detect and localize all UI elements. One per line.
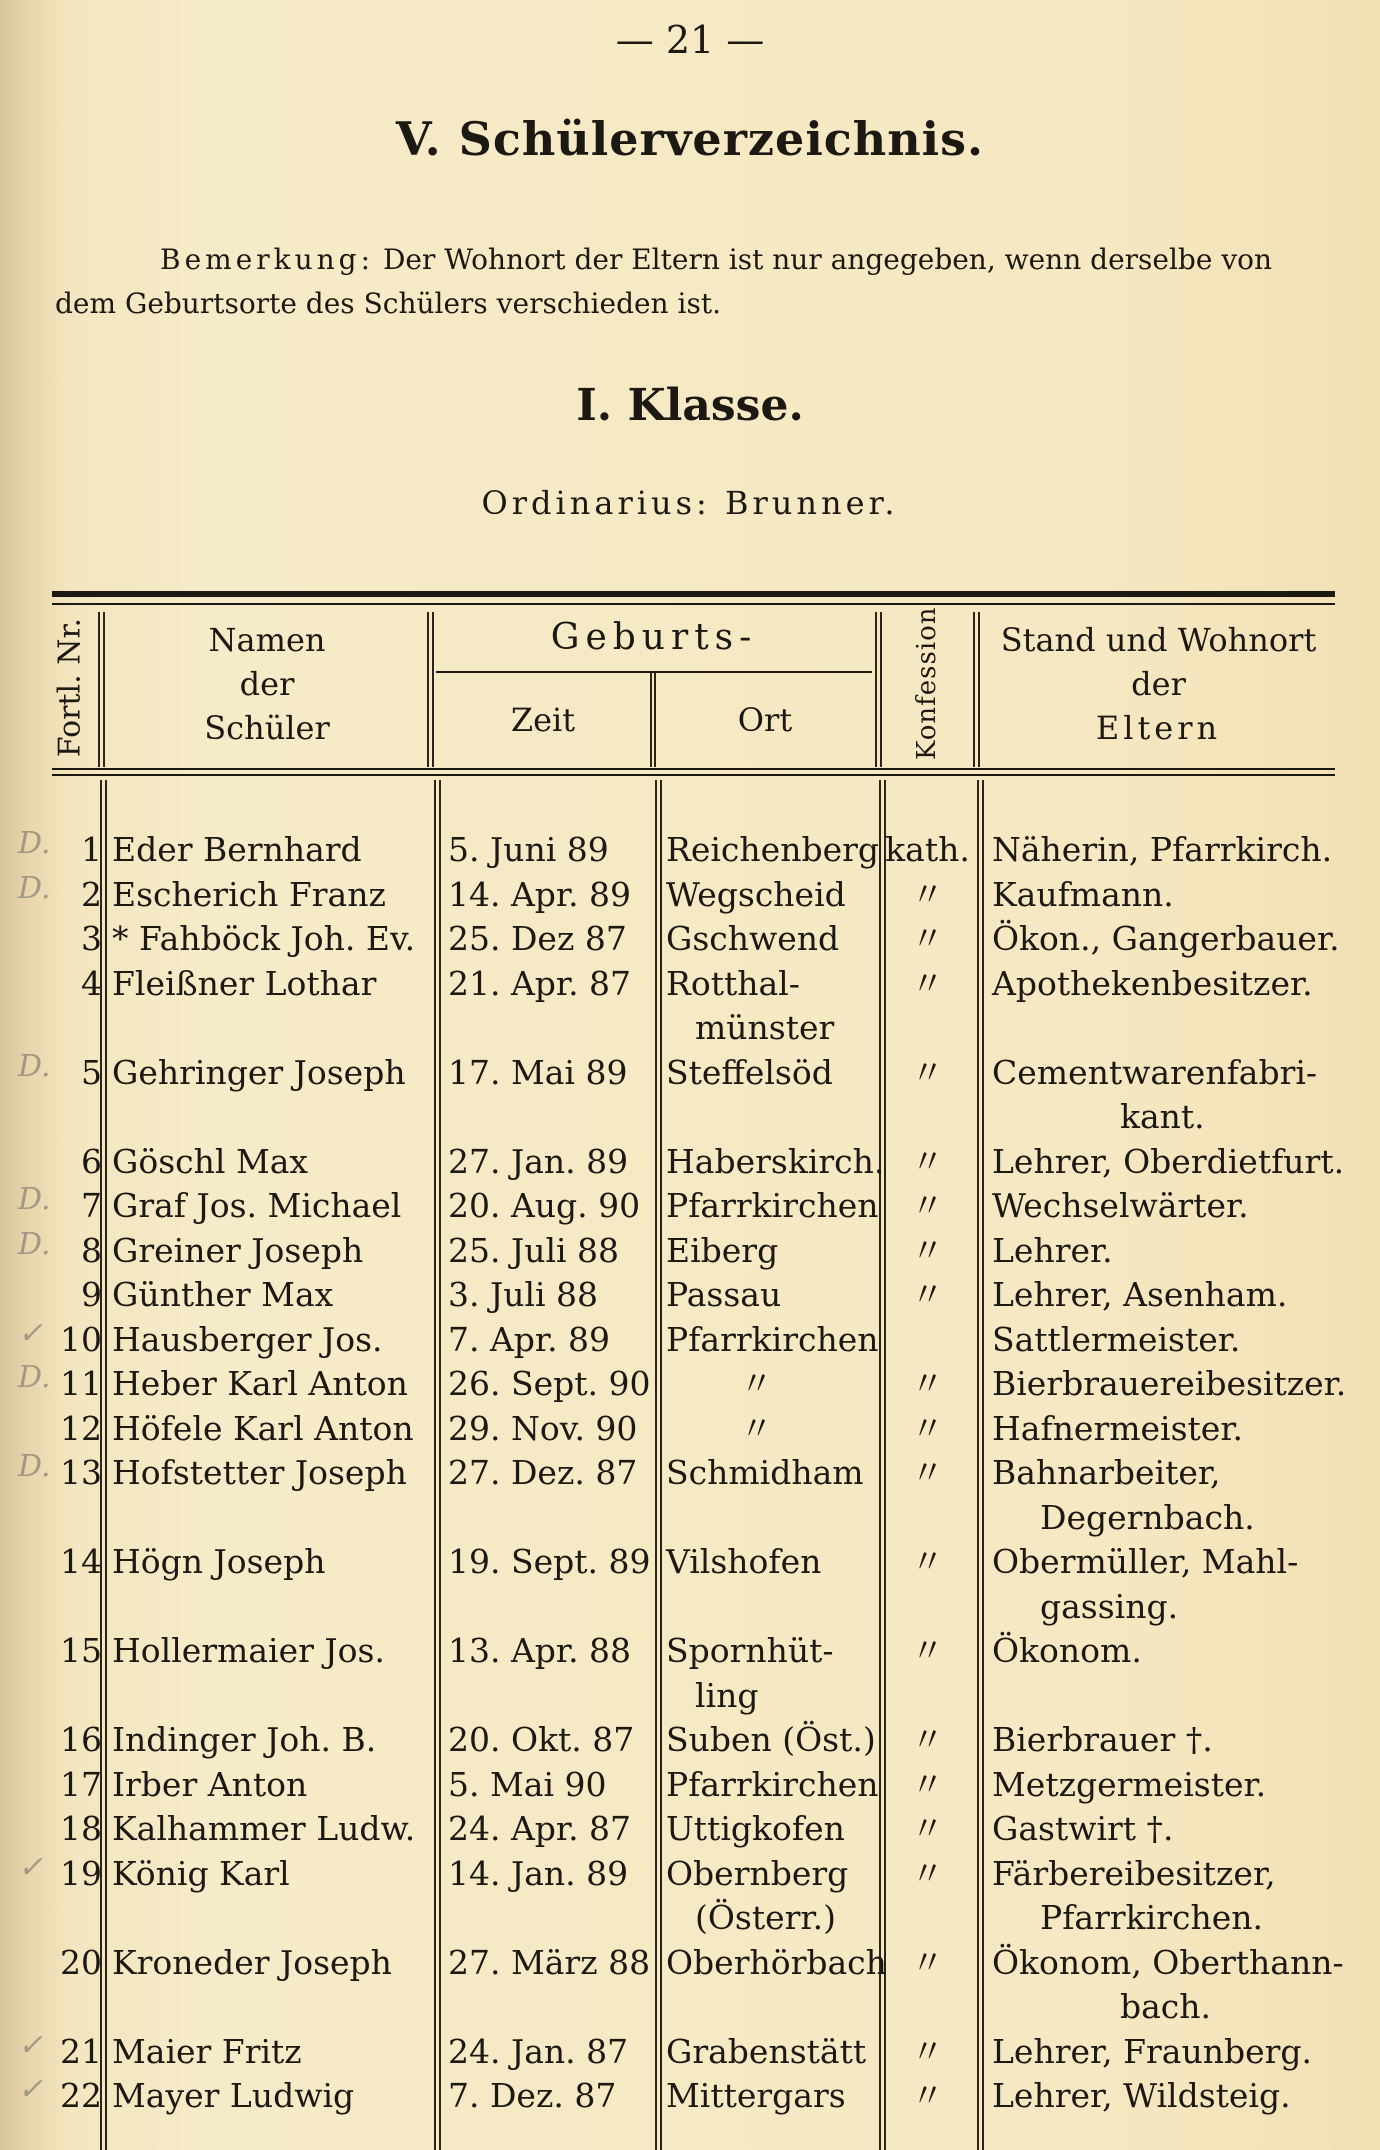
- confession: 〃: [911, 2031, 944, 2071]
- parents-status: Apothekenbesitzer.: [992, 963, 1313, 1003]
- row-number: 20: [60, 1942, 102, 1982]
- header-parents-line: der: [1131, 665, 1186, 703]
- birth-place: Gschwend: [666, 919, 840, 958]
- table-top-thin-rule: [52, 603, 1335, 605]
- ordinarius: Ordinarius: Brunner.: [481, 484, 899, 522]
- student-name: Gehringer Joseph: [112, 1052, 406, 1092]
- birth-place: Wegscheid: [666, 874, 846, 914]
- birth-place: Eiberg: [666, 1230, 779, 1270]
- col-divider: [650, 673, 652, 767]
- row-number: 3: [81, 919, 102, 958]
- parents-status: bach.: [1120, 1987, 1212, 2026]
- birth-place: Pfarrkirchen: [666, 1186, 879, 1225]
- parents-status: Lehrer, Wildsteig.: [992, 2076, 1291, 2115]
- col-divider: [875, 612, 877, 767]
- student-name: Kalhammer Ludw.: [112, 1809, 416, 1848]
- pencil-annotation: D.: [18, 1048, 51, 1084]
- student-name: Hofstetter Joseph: [112, 1453, 407, 1492]
- parents-status: Sattlermeister.: [992, 1319, 1241, 1359]
- birth-place: Passau: [666, 1275, 782, 1314]
- remark: [55, 238, 1335, 326]
- confession: 〃: [911, 963, 944, 1003]
- birth-place: Steffelsöd: [666, 1052, 833, 1092]
- parents-status: Lehrer, Asenham.: [992, 1275, 1288, 1314]
- col-divider: [105, 780, 107, 2150]
- header-nr: Fortl. Nr.: [52, 617, 88, 758]
- birth-date: 20. Okt. 87: [448, 1720, 635, 1759]
- class-title: I. Klasse.: [576, 380, 804, 431]
- col-divider: [655, 780, 657, 2150]
- confession: 〃: [911, 1453, 944, 1492]
- birth-place: Obernberg: [666, 1853, 849, 1893]
- birth-place: münster: [695, 1008, 835, 1047]
- birth-date: 19. Sept. 89: [448, 1542, 651, 1581]
- col-divider: [978, 612, 980, 767]
- birth-date: 5. Mai 90: [448, 1764, 607, 1804]
- birth-place: Grabenstätt: [666, 2031, 867, 2071]
- parents-status: Wechselwärter.: [992, 1186, 1249, 1225]
- parents-status: Kaufmann.: [992, 874, 1174, 914]
- row-number: 19: [60, 1853, 102, 1893]
- confession: 〃: [911, 1942, 944, 1982]
- student-name: Graf Jos. Michael: [112, 1186, 402, 1225]
- row-number: 15: [60, 1631, 102, 1670]
- row-number: 7: [81, 1186, 102, 1225]
- student-name: Högn Joseph: [112, 1542, 326, 1581]
- birth-date: 26. Sept. 90: [448, 1364, 651, 1403]
- student-name: Eder Bernhard: [112, 830, 362, 869]
- student-name: Mayer Ludwig: [112, 2076, 355, 2115]
- header-parents-line: Eltern: [1095, 709, 1222, 747]
- confession: 〃: [911, 1631, 944, 1670]
- row-number: 18: [60, 1809, 102, 1848]
- birth-place: Oberhörbach: [666, 1942, 887, 1982]
- header-parents-line: Stand und Wohnort: [1000, 621, 1317, 659]
- remark-label: Bemerkung:: [160, 243, 375, 276]
- student-name: Indinger Joh. B.: [112, 1720, 377, 1759]
- confession: 〃: [911, 1186, 944, 1225]
- row-number: 17: [60, 1764, 102, 1804]
- confession: 〃: [911, 1809, 944, 1848]
- birth-place: Uttigkofen: [666, 1809, 845, 1848]
- col-divider: [880, 612, 882, 767]
- student-name: Greiner Joseph: [112, 1230, 364, 1270]
- col-divider: [98, 612, 100, 767]
- birth-place: ling: [695, 1675, 759, 1715]
- row-number: 1: [81, 830, 102, 869]
- student-name: Fleißner Lothar: [112, 963, 377, 1003]
- pencil-annotation: D.: [18, 870, 51, 906]
- confession: 〃: [911, 2076, 944, 2115]
- student-name: Göschl Max: [112, 1141, 309, 1181]
- parents-status: Degernbach.: [1040, 1497, 1255, 1537]
- header-name-line: Schüler: [204, 709, 330, 747]
- birth-date: 27. Dez. 87: [448, 1453, 638, 1492]
- birth-place: Rotthal-: [666, 963, 800, 1003]
- student-name: * Fahböck Joh. Ev.: [112, 919, 416, 958]
- birth-date: 14. Apr. 89: [448, 874, 632, 914]
- birth-place: (Österr.): [695, 1898, 836, 1937]
- parents-status: Obermüller, Mahl-: [992, 1542, 1299, 1581]
- birth-date: 25. Juli 88: [448, 1230, 620, 1270]
- parents-status: Bierbrauereibesitzer.: [992, 1364, 1347, 1403]
- header-bottom-rule-1: [52, 768, 1335, 770]
- parents-status: Pfarrkirchen.: [1040, 1898, 1263, 1937]
- student-name: Heber Karl Anton: [112, 1364, 408, 1403]
- row-number: 21: [60, 2031, 102, 2071]
- parents-status: Metzgermeister.: [992, 1764, 1267, 1804]
- student-name: Kroneder Joseph: [112, 1942, 392, 1982]
- col-divider: [427, 612, 429, 767]
- birth-place: Haberskirch.: [666, 1141, 885, 1181]
- table-top-thick-rule: [52, 591, 1335, 597]
- parents-status: Färbereibesitzer,: [992, 1853, 1276, 1893]
- row-number: 11: [60, 1364, 102, 1403]
- pencil-annotation: D.: [18, 1226, 51, 1262]
- confession: 〃: [911, 1275, 944, 1314]
- header-confession: Konfession: [912, 606, 942, 760]
- parents-status: Lehrer, Oberdietfurt.: [992, 1141, 1345, 1181]
- birth-date: 24. Jan. 87: [448, 2031, 629, 2071]
- pencil-checkmark: ✓: [18, 1315, 44, 1351]
- confession: 〃: [911, 874, 944, 914]
- parents-status: Lehrer.: [992, 1230, 1113, 1270]
- parents-status: Lehrer, Fraunberg.: [992, 2031, 1313, 2071]
- pencil-checkmark: ✓: [18, 2027, 44, 2063]
- header-name: [108, 618, 426, 750]
- birth-date: 5. Juni 89: [448, 830, 609, 869]
- pencil-annotation: D.: [18, 826, 51, 861]
- parents-status: Bierbrauer †.: [992, 1720, 1213, 1759]
- birth-place: Pfarrkirchen: [666, 1764, 879, 1804]
- col-divider: [434, 780, 436, 2150]
- birth-place: Suben (Öst.): [666, 1720, 876, 1759]
- parents-status: Ökonom.: [992, 1631, 1142, 1670]
- parents-status: Cementwarenfabri-: [992, 1052, 1318, 1092]
- birth-date: 20. Aug. 90: [448, 1186, 641, 1225]
- birth-place: 〃: [740, 1408, 773, 1448]
- birth-date: 13. Apr. 88: [448, 1631, 632, 1670]
- birth-place: Mittergars: [666, 2076, 846, 2115]
- row-number: 5: [81, 1052, 102, 1092]
- row-number: 6: [81, 1141, 102, 1181]
- student-name: Irber Anton: [112, 1764, 308, 1804]
- student-name: Escherich Franz: [112, 874, 386, 914]
- row-number: 9: [81, 1275, 102, 1314]
- parents-status: Näherin, Pfarrkirch.: [992, 830, 1333, 869]
- col-divider: [660, 780, 662, 2150]
- confession: 〃: [911, 1764, 944, 1804]
- parents-status: Ökon., Gangerbauer.: [992, 919, 1340, 958]
- pencil-annotation: D.: [18, 1360, 51, 1395]
- confession: 〃: [911, 1230, 944, 1270]
- pencil-checkmark: ✓: [18, 2072, 44, 2107]
- row-number: 8: [81, 1230, 102, 1270]
- birth-date: 14. Jan. 89: [448, 1853, 629, 1893]
- pencil-annotation: D.: [18, 1449, 51, 1484]
- pencil-annotation: D.: [18, 1182, 51, 1217]
- page-number: — 21 —: [615, 18, 765, 62]
- header-time: Zeit: [510, 701, 576, 739]
- col-divider: [439, 780, 441, 2150]
- col-divider: [982, 780, 984, 2150]
- pencil-checkmark: ✓: [18, 1849, 44, 1885]
- confession: 〃: [911, 1720, 944, 1759]
- birth-place: Schmidham: [666, 1453, 864, 1492]
- row-number: 4: [81, 963, 102, 1003]
- col-divider: [103, 612, 105, 767]
- parents-status: Ökonom, Oberthann-: [992, 1942, 1344, 1982]
- col-divider: [432, 612, 434, 767]
- parents-status: Bahnarbeiter,: [992, 1453, 1221, 1492]
- col-divider: [973, 612, 975, 767]
- parents-status: Hafnermeister.: [992, 1408, 1243, 1448]
- birth-date: 27. März 88: [448, 1942, 651, 1982]
- row-number: 13: [60, 1453, 102, 1492]
- birth-date: 7. Apr. 89: [448, 1319, 611, 1359]
- header-name-line: der: [239, 665, 295, 703]
- row-number: 14: [60, 1542, 102, 1581]
- confession: 〃: [911, 1542, 944, 1581]
- header-place: Ort: [737, 701, 793, 739]
- birth-date: 3. Juli 88: [448, 1275, 599, 1314]
- birth-date: 21. Apr. 87: [448, 963, 632, 1003]
- student-name: Höfele Karl Anton: [112, 1408, 414, 1448]
- birth-date: 7. Dez. 87: [448, 2076, 617, 2115]
- student-name: Hollermaier Jos.: [112, 1631, 385, 1670]
- row-number: 16: [60, 1720, 102, 1759]
- student-name: Hausberger Jos.: [112, 1319, 383, 1359]
- remark-text: Der Wohnort der Eltern ist nur angegeben, wenn derselbe von dem Geburtsorte des Schülers verschieden ist.: [55, 243, 1273, 320]
- birth-place: Vilshofen: [666, 1542, 822, 1581]
- student-name: König Karl: [112, 1853, 290, 1893]
- row-number: 22: [60, 2076, 102, 2115]
- birth-date: 25. Dez 87: [448, 919, 627, 958]
- birth-place: Spornhüt-: [666, 1631, 834, 1670]
- header-bottom-rule-2: [52, 774, 1335, 776]
- birth-date: 17. Mai 89: [448, 1052, 628, 1092]
- confession: 〃: [911, 1052, 944, 1092]
- birth-place: 〃: [740, 1364, 773, 1403]
- confession: 〃: [911, 1408, 944, 1448]
- confession: 〃: [911, 1853, 944, 1893]
- birth-place: Pfarrkirchen: [666, 1319, 879, 1359]
- student-name: Maier Fritz: [112, 2031, 302, 2071]
- section-title: V. Schülerverzeichnis.: [395, 112, 985, 166]
- confession: 〃: [911, 1364, 944, 1403]
- birth-date: 29. Nov. 90: [448, 1408, 638, 1448]
- confession: 〃: [911, 919, 944, 958]
- birth-place: Reichenberg: [666, 830, 880, 869]
- birth-date: 24. Apr. 87: [448, 1809, 632, 1848]
- parents-status: Gastwirt †.: [992, 1809, 1174, 1848]
- row-number: 10: [60, 1319, 102, 1359]
- confession: kath.: [885, 830, 970, 869]
- student-name: Günther Max: [112, 1275, 334, 1314]
- col-divider: [977, 780, 979, 2150]
- row-number: 2: [81, 874, 102, 914]
- parents-status: kant.: [1120, 1097, 1205, 1136]
- header-name-line: Namen: [208, 621, 326, 659]
- row-number: 12: [60, 1408, 102, 1448]
- header-parents: [982, 618, 1335, 750]
- parents-status: gassing.: [1040, 1586, 1179, 1626]
- header-birth: Geburts-: [550, 617, 758, 658]
- birth-date: 27. Jan. 89: [448, 1141, 629, 1181]
- confession: 〃: [911, 1141, 944, 1181]
